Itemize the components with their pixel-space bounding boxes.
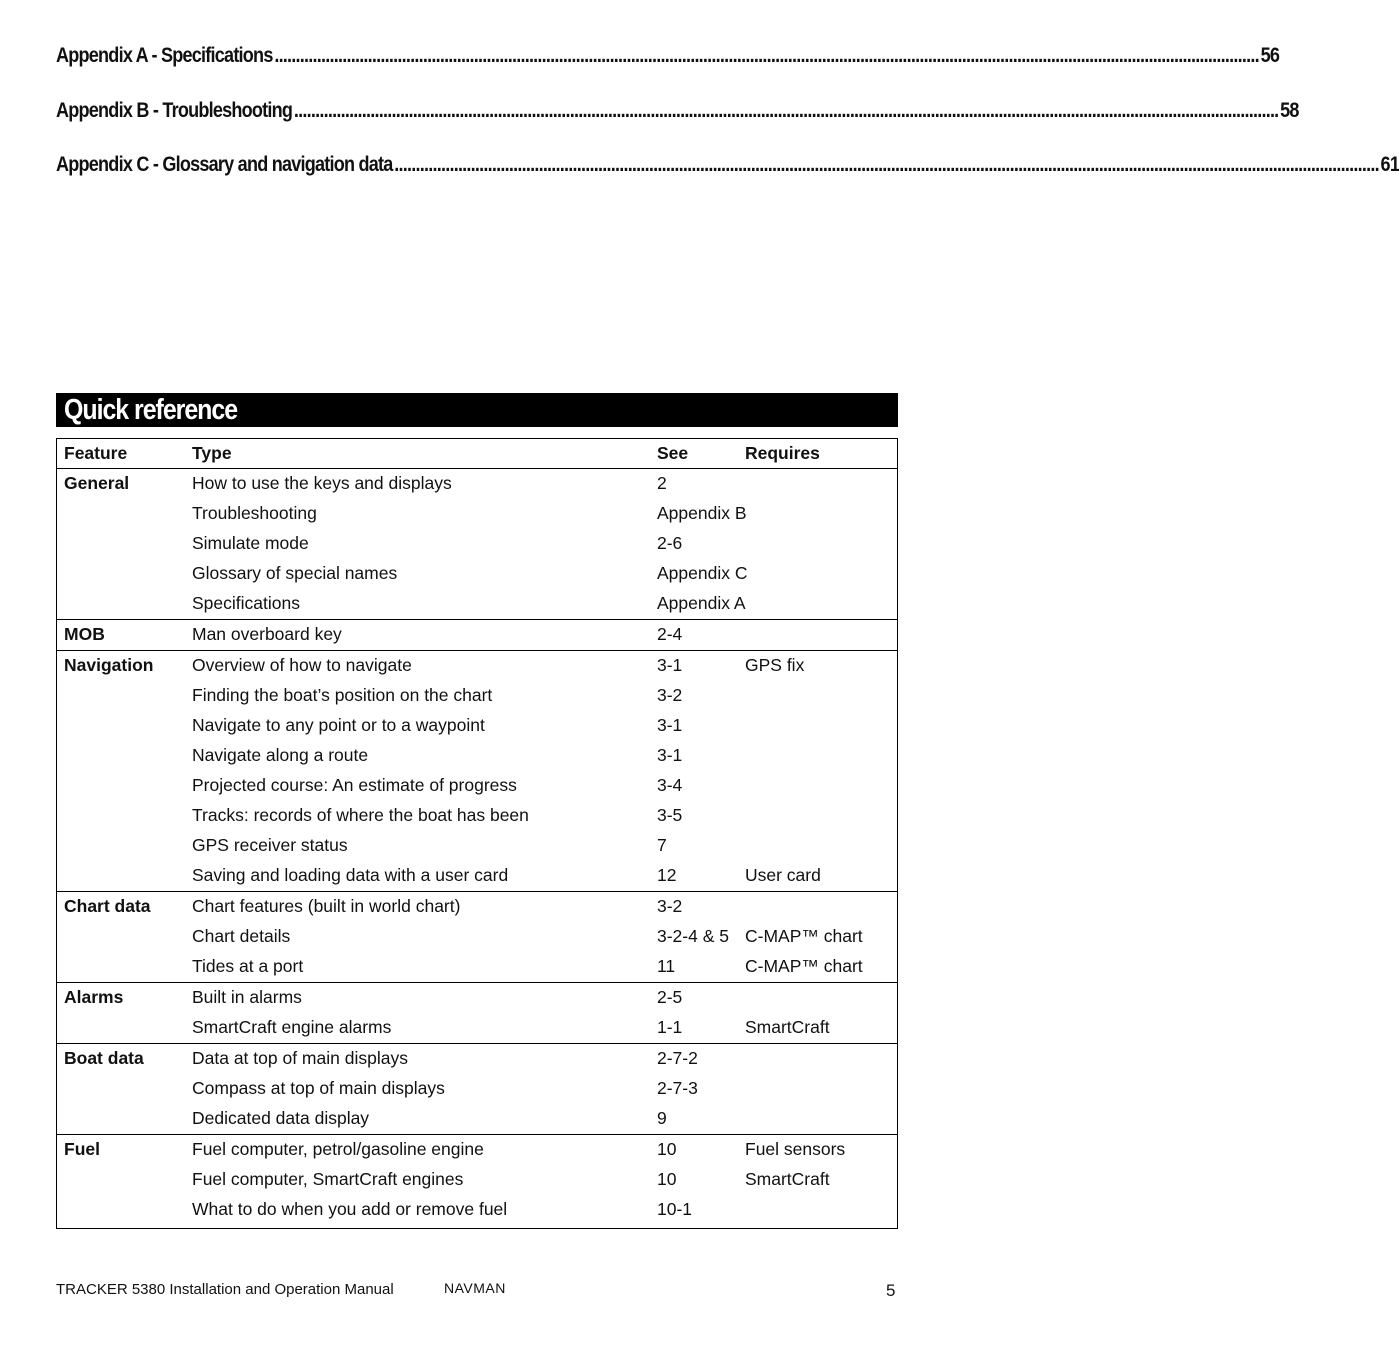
table-row <box>57 922 897 952</box>
section-title: Quick reference <box>64 394 238 426</box>
type-cell: Fuel computer, SmartCraft engines <box>192 1169 464 1189</box>
table-row <box>57 711 897 741</box>
feature-group <box>57 892 897 983</box>
table-row <box>57 771 897 801</box>
header-feature: Feature <box>64 443 128 463</box>
header-requires: Requires <box>745 443 820 463</box>
see-cell: 1-1 <box>657 1017 683 1037</box>
toc-entry-appendix-b[interactable] <box>56 98 1299 131</box>
table-row <box>57 892 897 922</box>
table-row <box>57 831 897 861</box>
quick-reference-heading-bar <box>56 393 898 427</box>
header-type: Type <box>192 443 232 463</box>
footer-page-number: 5 <box>886 1281 896 1300</box>
header-see: See <box>657 443 689 463</box>
table-body <box>57 469 897 1225</box>
see-cell: 2 <box>657 473 667 493</box>
table-row <box>57 589 897 619</box>
feature-group <box>57 651 897 892</box>
table-row <box>57 861 897 891</box>
feature-cell: MOB <box>64 624 105 644</box>
see-cell: 10 <box>657 1169 677 1189</box>
toc-entry-title: Appendix A - Specifications <box>56 44 273 67</box>
type-cell: Tides at a port <box>192 956 304 976</box>
table-row <box>57 620 897 650</box>
table-of-contents <box>56 44 1399 208</box>
see-cell: Appendix C <box>657 563 748 583</box>
feature-group <box>57 469 897 620</box>
table-row <box>57 1135 897 1165</box>
see-cell: 2-7-3 <box>657 1078 698 1098</box>
see-cell: 3-1 <box>657 745 683 765</box>
type-cell: Built in alarms <box>192 987 302 1007</box>
type-cell: Chart details <box>192 926 291 946</box>
toc-leader-dots: ........................................................................................................................................................................................................................................ <box>394 153 1379 176</box>
feature-cell: Boat data <box>64 1048 144 1068</box>
type-cell: What to do when you add or remove fuel <box>192 1199 508 1219</box>
toc-entry-title: Appendix B - Troubleshooting <box>56 98 293 122</box>
see-cell: 10-1 <box>657 1199 693 1219</box>
feature-group <box>57 620 897 651</box>
feature-cell: Fuel <box>64 1139 100 1159</box>
table-row <box>57 1074 897 1104</box>
requires-cell: C-MAP™ chart <box>745 926 863 946</box>
see-cell: 9 <box>657 1108 667 1128</box>
table-row <box>57 1044 897 1074</box>
feature-group <box>57 983 897 1044</box>
toc-entry-page: 61 <box>1380 153 1399 176</box>
type-cell: Projected course: An estimate of progress <box>192 775 517 795</box>
table-row <box>57 499 897 529</box>
toc-leader-dots: ........................................................................................................................................................................................................................................ <box>274 44 1259 67</box>
see-cell: 3-2 <box>657 896 683 916</box>
footer-brand: NAVMAN <box>444 1280 506 1296</box>
feature-cell: Navigation <box>64 655 154 675</box>
type-cell: Simulate mode <box>192 533 309 553</box>
type-cell: How to use the keys and displays <box>192 473 452 493</box>
type-cell: Specifications <box>192 593 300 613</box>
requires-cell: User card <box>745 865 821 885</box>
table-row <box>57 741 897 771</box>
type-cell: Data at top of main displays <box>192 1048 408 1068</box>
type-cell: Tracks: records of where the boat has been <box>192 805 529 825</box>
toc-entry-page: 56 <box>1260 44 1280 67</box>
feature-group <box>57 1135 897 1225</box>
see-cell: Appendix A <box>657 593 746 613</box>
table-row <box>57 983 897 1013</box>
requires-cell: SmartCraft <box>745 1169 830 1189</box>
requires-cell: GPS fix <box>745 655 805 675</box>
see-cell: 3-1 <box>657 655 683 675</box>
type-cell: Overview of how to navigate <box>192 655 412 675</box>
see-cell: 3-2-4 & 5 <box>657 926 729 946</box>
type-cell: Glossary of special names <box>192 563 398 583</box>
toc-entry-page: 58 <box>1280 98 1299 122</box>
toc-leader-dots: ........................................................................................................................................................................................................................................ <box>293 98 1279 122</box>
see-cell: 3-2 <box>657 685 683 705</box>
quick-reference-table <box>56 438 898 1229</box>
see-cell: 2-5 <box>657 987 683 1007</box>
table-row <box>57 952 897 982</box>
toc-entry-title: Appendix C - Glossary and navigation data <box>56 153 393 176</box>
table-row <box>57 801 897 831</box>
type-cell: Fuel computer, petrol/gasoline engine <box>192 1139 484 1159</box>
feature-cell: Chart data <box>64 896 151 916</box>
feature-cell: General <box>64 473 130 493</box>
type-cell: Man overboard key <box>192 624 342 644</box>
requires-cell: Fuel sensors <box>745 1139 846 1159</box>
requires-cell: SmartCraft <box>745 1017 830 1037</box>
type-cell: Troubleshooting <box>192 503 317 523</box>
see-cell: 2-6 <box>657 533 683 553</box>
table-row <box>57 559 897 589</box>
see-cell: 2-7-2 <box>657 1048 698 1068</box>
see-cell: 11 <box>657 956 676 976</box>
table-row <box>57 1013 897 1043</box>
see-cell: 12 <box>657 865 677 885</box>
table-row <box>57 681 897 711</box>
type-cell: Navigate along a route <box>192 745 369 765</box>
type-cell: Navigate to any point or to a waypoint <box>192 715 485 735</box>
table-row <box>57 1165 897 1195</box>
feature-cell: Alarms <box>64 987 124 1007</box>
see-cell: 3-1 <box>657 715 683 735</box>
see-cell: 3-4 <box>657 775 683 795</box>
toc-entry-appendix-a[interactable] <box>56 44 1280 76</box>
table-row <box>57 1104 897 1134</box>
requires-cell: C-MAP™ chart <box>745 956 863 976</box>
type-cell: Dedicated data display <box>192 1108 370 1128</box>
type-cell: SmartCraft engine alarms <box>192 1017 392 1037</box>
toc-entry-appendix-c[interactable] <box>56 153 1399 185</box>
see-cell: Appendix B <box>657 503 747 523</box>
type-cell: Compass at top of main displays <box>192 1078 445 1098</box>
type-cell: Chart features (built in world chart) <box>192 896 461 916</box>
footer-manual-title: TRACKER 5380 Installation and Operation Manual <box>56 1281 394 1298</box>
type-cell: GPS receiver status <box>192 835 348 855</box>
table-row <box>57 651 897 681</box>
table-row <box>57 469 897 499</box>
see-cell: 7 <box>657 835 667 855</box>
see-cell: 3-5 <box>657 805 683 825</box>
table-row <box>57 1195 897 1225</box>
table-row <box>57 529 897 559</box>
see-cell: 10 <box>657 1139 677 1159</box>
feature-group <box>57 1044 897 1135</box>
see-cell: 2-4 <box>657 624 683 644</box>
type-cell: Saving and loading data with a user card <box>192 865 509 885</box>
type-cell: Finding the boat’s position on the chart <box>192 685 493 705</box>
table-header-row <box>57 439 897 469</box>
